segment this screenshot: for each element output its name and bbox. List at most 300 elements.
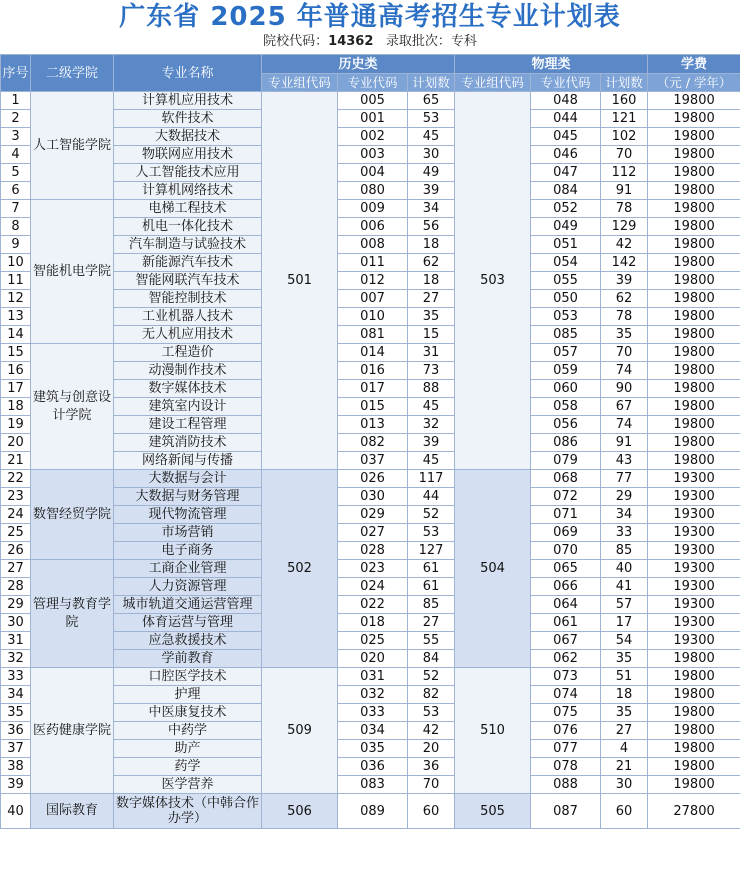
physics-major-code-cell: 078 [531,758,601,776]
header-phys-group-code: 专业组代码 [455,74,531,92]
seq-cell: 35 [1,704,31,722]
history-plan-cell: 31 [408,344,455,362]
physics-group-code-cell: 504 [455,470,531,668]
seq-cell: 5 [1,164,31,182]
seq-cell: 40 [1,794,31,829]
history-major-code-cell: 037 [338,452,408,470]
physics-major-code-cell: 073 [531,668,601,686]
major-name-cell: 建筑消防技术 [114,434,262,452]
header-major: 专业名称 [114,55,262,92]
history-group-code-cell: 509 [262,668,338,794]
seq-cell: 22 [1,470,31,488]
history-major-code-cell: 081 [338,326,408,344]
physics-plan-cell: 121 [601,110,648,128]
physics-major-code-cell: 076 [531,722,601,740]
history-major-code-cell: 015 [338,398,408,416]
fee-cell: 19800 [648,182,740,200]
physics-plan-cell: 67 [601,398,648,416]
history-major-code-cell: 035 [338,740,408,758]
college-cell: 医药健康学院 [31,668,114,794]
history-plan-cell: 61 [408,578,455,596]
history-major-code-cell: 020 [338,650,408,668]
seq-cell: 33 [1,668,31,686]
history-group-code-cell: 502 [262,470,338,668]
fee-cell: 19300 [648,632,740,650]
physics-major-code-cell: 069 [531,524,601,542]
history-plan-cell: 34 [408,200,455,218]
fee-cell: 19800 [648,416,740,434]
fee-cell: 19800 [648,452,740,470]
history-major-code-cell: 014 [338,344,408,362]
major-name-cell: 软件技术 [114,110,262,128]
history-plan-cell: 20 [408,740,455,758]
physics-major-code-cell: 058 [531,398,601,416]
page-title: 广东省 2025 年普通高考招生专业计划表 [119,2,621,32]
seq-cell: 24 [1,506,31,524]
major-name-cell: 电梯工程技术 [114,200,262,218]
history-plan-cell: 53 [408,110,455,128]
physics-major-code-cell: 070 [531,542,601,560]
physics-major-code-cell: 054 [531,254,601,272]
major-name-cell: 药学 [114,758,262,776]
history-major-code-cell: 026 [338,470,408,488]
major-name-cell: 建筑室内设计 [114,398,262,416]
major-name-cell: 无人机应用技术 [114,326,262,344]
history-major-code-cell: 080 [338,182,408,200]
history-major-code-cell: 001 [338,110,408,128]
physics-plan-cell: 74 [601,416,648,434]
major-name-cell: 网络新闻与传播 [114,452,262,470]
history-plan-cell: 127 [408,542,455,560]
physics-plan-cell: 39 [601,272,648,290]
physics-plan-cell: 74 [601,362,648,380]
physics-plan-cell: 142 [601,254,648,272]
major-name-cell: 工业机器人技术 [114,308,262,326]
header-hist-plan: 计划数 [408,74,455,92]
physics-plan-cell: 42 [601,236,648,254]
major-name-cell: 应急救援技术 [114,632,262,650]
seq-cell: 19 [1,416,31,434]
major-name-cell: 工商企业管理 [114,560,262,578]
seq-cell: 10 [1,254,31,272]
seq-cell: 30 [1,614,31,632]
history-plan-cell: 30 [408,146,455,164]
history-plan-cell: 27 [408,290,455,308]
major-name-cell: 护理 [114,686,262,704]
fee-cell: 19300 [648,542,740,560]
fee-cell: 19800 [648,362,740,380]
seq-cell: 3 [1,128,31,146]
seq-cell: 7 [1,200,31,218]
header-seq: 序号 [1,55,31,92]
history-major-code-cell: 027 [338,524,408,542]
fee-cell: 19800 [648,344,740,362]
seq-cell: 12 [1,290,31,308]
history-plan-cell: 45 [408,128,455,146]
physics-major-code-cell: 062 [531,650,601,668]
fee-cell: 19800 [648,776,740,794]
history-plan-cell: 52 [408,506,455,524]
physics-plan-cell: 33 [601,524,648,542]
fee-cell: 19800 [648,650,740,668]
history-plan-cell: 45 [408,452,455,470]
history-plan-cell: 44 [408,488,455,506]
history-major-code-cell: 017 [338,380,408,398]
college-cell: 数智经贸学院 [31,470,114,560]
physics-major-code-cell: 061 [531,614,601,632]
history-plan-cell: 117 [408,470,455,488]
physics-major-code-cell: 067 [531,632,601,650]
college-cell: 人工智能学院 [31,92,114,200]
physics-major-code-cell: 086 [531,434,601,452]
table-row [1,92,740,110]
major-name-cell: 动漫制作技术 [114,362,262,380]
history-major-code-cell: 036 [338,758,408,776]
major-name-cell: 大数据与财务管理 [114,488,262,506]
major-name-cell: 电子商务 [114,542,262,560]
fee-cell: 19800 [648,290,740,308]
header-phys-major-code: 专业代码 [531,74,601,92]
physics-major-code-cell: 059 [531,362,601,380]
major-name-cell: 大数据技术 [114,128,262,146]
history-plan-cell: 39 [408,434,455,452]
major-name-cell: 学前教育 [114,650,262,668]
major-name-cell: 人力资源管理 [114,578,262,596]
physics-group-code-cell: 503 [455,92,531,470]
major-name-cell: 口腔医学技术 [114,668,262,686]
history-plan-cell: 32 [408,416,455,434]
fee-cell: 19800 [648,398,740,416]
history-major-code-cell: 082 [338,434,408,452]
physics-plan-cell: 54 [601,632,648,650]
physics-group-code-cell: 510 [455,668,531,794]
seq-cell: 29 [1,596,31,614]
enrollment-plan-table [0,54,740,829]
history-plan-cell: 53 [408,524,455,542]
physics-plan-cell: 85 [601,542,648,560]
physics-group-code-cell: 505 [455,794,531,829]
physics-plan-cell: 43 [601,452,648,470]
header-physics: 物理类 [455,55,648,74]
history-plan-cell: 60 [408,794,455,829]
table-row [1,470,740,488]
history-major-code-cell: 024 [338,578,408,596]
physics-major-code-cell: 051 [531,236,601,254]
table-row [1,668,740,686]
history-plan-cell: 36 [408,758,455,776]
major-name-cell: 中药学 [114,722,262,740]
fee-cell: 19800 [648,326,740,344]
seq-cell: 37 [1,740,31,758]
table-row [1,794,740,829]
seq-cell: 32 [1,650,31,668]
history-plan-cell: 18 [408,236,455,254]
physics-major-code-cell: 087 [531,794,601,829]
physics-plan-cell: 70 [601,146,648,164]
physics-major-code-cell: 074 [531,686,601,704]
physics-major-code-cell: 057 [531,344,601,362]
history-major-code-cell: 033 [338,704,408,722]
fee-cell: 19800 [648,110,740,128]
seq-cell: 34 [1,686,31,704]
physics-major-code-cell: 049 [531,218,601,236]
major-name-cell: 数字媒体技术（中韩合作办学） [114,794,262,829]
physics-plan-cell: 91 [601,434,648,452]
seq-cell: 2 [1,110,31,128]
seq-cell: 15 [1,344,31,362]
header-fee: 学费 [648,55,740,74]
physics-plan-cell: 35 [601,326,648,344]
major-name-cell: 物联网应用技术 [114,146,262,164]
batch-label: 录取批次： [385,34,451,49]
major-name-cell: 医学营养 [114,776,262,794]
physics-major-code-cell: 047 [531,164,601,182]
seq-cell: 17 [1,380,31,398]
fee-cell: 19800 [648,758,740,776]
physics-plan-cell: 27 [601,722,648,740]
table-row [1,200,740,218]
history-plan-cell: 53 [408,704,455,722]
history-major-code-cell: 008 [338,236,408,254]
history-major-code-cell: 010 [338,308,408,326]
physics-plan-cell: 91 [601,182,648,200]
header-fee-unit: （元 / 学年） [648,74,740,92]
seq-cell: 28 [1,578,31,596]
physics-plan-cell: 60 [601,794,648,829]
fee-cell: 19300 [648,578,740,596]
history-plan-cell: 84 [408,650,455,668]
fee-cell: 19800 [648,686,740,704]
seq-cell: 20 [1,434,31,452]
fee-cell: 19800 [648,380,740,398]
history-plan-cell: 39 [408,182,455,200]
physics-major-code-cell: 046 [531,146,601,164]
fee-cell: 19300 [648,596,740,614]
history-plan-cell: 82 [408,686,455,704]
history-major-code-cell: 034 [338,722,408,740]
fee-cell: 19300 [648,506,740,524]
subtitle [0,33,740,51]
college-cell: 建筑与创意设计学院 [31,344,114,470]
physics-plan-cell: 129 [601,218,648,236]
history-plan-cell: 88 [408,380,455,398]
history-group-code-cell: 501 [262,92,338,470]
college-cell: 国际教育 [31,794,114,829]
fee-cell: 19800 [648,254,740,272]
history-major-code-cell: 003 [338,146,408,164]
fee-cell: 19300 [648,470,740,488]
seq-cell: 8 [1,218,31,236]
history-plan-cell: 15 [408,326,455,344]
seq-cell: 38 [1,758,31,776]
fee-cell: 19800 [648,668,740,686]
physics-major-code-cell: 053 [531,308,601,326]
seq-cell: 16 [1,362,31,380]
seq-cell: 26 [1,542,31,560]
history-major-code-cell: 012 [338,272,408,290]
header-hist-group-code: 专业组代码 [262,74,338,92]
major-name-cell: 助产 [114,740,262,758]
history-plan-cell: 45 [408,398,455,416]
seq-cell: 13 [1,308,31,326]
fee-cell: 19800 [648,272,740,290]
major-name-cell: 计算机网络技术 [114,182,262,200]
fee-cell: 19800 [648,308,740,326]
table-row [1,560,740,578]
physics-major-code-cell: 079 [531,452,601,470]
physics-major-code-cell: 071 [531,506,601,524]
fee-cell: 19800 [648,200,740,218]
history-major-code-cell: 018 [338,614,408,632]
physics-major-code-cell: 077 [531,740,601,758]
physics-plan-cell: 30 [601,776,648,794]
history-major-code-cell: 022 [338,596,408,614]
college-cell: 管理与教育学院 [31,560,114,668]
seq-cell: 11 [1,272,31,290]
physics-plan-cell: 62 [601,290,648,308]
history-major-code-cell: 023 [338,560,408,578]
history-plan-cell: 70 [408,776,455,794]
history-plan-cell: 49 [408,164,455,182]
history-major-code-cell: 013 [338,416,408,434]
major-name-cell: 汽车制造与试验技术 [114,236,262,254]
history-major-code-cell: 031 [338,668,408,686]
history-plan-cell: 55 [408,632,455,650]
fee-cell: 19800 [648,434,740,452]
seq-cell: 1 [1,92,31,110]
physics-plan-cell: 35 [601,650,648,668]
history-major-code-cell: 032 [338,686,408,704]
seq-cell: 36 [1,722,31,740]
physics-major-code-cell: 060 [531,380,601,398]
history-major-code-cell: 025 [338,632,408,650]
major-name-cell: 体育运营与管理 [114,614,262,632]
major-name-cell: 智能网联汽车技术 [114,272,262,290]
history-plan-cell: 65 [408,92,455,110]
seq-cell: 25 [1,524,31,542]
header-college: 二级学院 [31,55,114,92]
history-plan-cell: 27 [408,614,455,632]
history-plan-cell: 73 [408,362,455,380]
history-plan-cell: 61 [408,560,455,578]
physics-plan-cell: 41 [601,578,648,596]
seq-cell: 9 [1,236,31,254]
physics-major-code-cell: 050 [531,290,601,308]
history-major-code-cell: 029 [338,506,408,524]
physics-major-code-cell: 085 [531,326,601,344]
physics-major-code-cell: 064 [531,596,601,614]
fee-cell: 19800 [648,722,740,740]
seq-cell: 39 [1,776,31,794]
major-name-cell: 中医康复技术 [114,704,262,722]
history-major-code-cell: 002 [338,128,408,146]
physics-plan-cell: 34 [601,506,648,524]
physics-plan-cell: 40 [601,560,648,578]
fee-cell: 19800 [648,740,740,758]
physics-major-code-cell: 045 [531,128,601,146]
physics-major-code-cell: 088 [531,776,601,794]
physics-plan-cell: 77 [601,470,648,488]
history-major-code-cell: 016 [338,362,408,380]
header-phys-plan: 计划数 [601,74,648,92]
seq-cell: 21 [1,452,31,470]
major-name-cell: 现代物流管理 [114,506,262,524]
physics-plan-cell: 160 [601,92,648,110]
physics-plan-cell: 18 [601,686,648,704]
fee-cell: 19300 [648,560,740,578]
history-major-code-cell: 009 [338,200,408,218]
school-code-label: 院校代码： [263,34,329,49]
major-name-cell: 数字媒体技术 [114,380,262,398]
fee-cell: 19800 [648,164,740,182]
major-name-cell: 人工智能技术应用 [114,164,262,182]
history-plan-cell: 35 [408,308,455,326]
fee-cell: 19800 [648,92,740,110]
physics-major-code-cell: 072 [531,488,601,506]
physics-plan-cell: 4 [601,740,648,758]
seq-cell: 14 [1,326,31,344]
physics-plan-cell: 21 [601,758,648,776]
header-hist-major-code: 专业代码 [338,74,408,92]
major-name-cell: 机电一体化技术 [114,218,262,236]
physics-major-code-cell: 084 [531,182,601,200]
history-major-code-cell: 006 [338,218,408,236]
physics-major-code-cell: 066 [531,578,601,596]
fee-cell: 19300 [648,524,740,542]
major-name-cell: 建设工程管理 [114,416,262,434]
history-major-code-cell: 089 [338,794,408,829]
physics-plan-cell: 51 [601,668,648,686]
history-group-code-cell: 506 [262,794,338,829]
history-plan-cell: 52 [408,668,455,686]
fee-cell: 19800 [648,128,740,146]
fee-cell: 19300 [648,488,740,506]
header-history: 历史类 [262,55,455,74]
fee-cell: 27800 [648,794,740,829]
table-body [1,92,740,829]
history-major-code-cell: 030 [338,488,408,506]
fee-cell: 19800 [648,236,740,254]
history-plan-cell: 42 [408,722,455,740]
physics-major-code-cell: 048 [531,92,601,110]
physics-plan-cell: 70 [601,344,648,362]
physics-major-code-cell: 068 [531,470,601,488]
history-plan-cell: 85 [408,596,455,614]
table-row [1,344,740,362]
physics-major-code-cell: 065 [531,560,601,578]
physics-major-code-cell: 052 [531,200,601,218]
major-name-cell: 智能控制技术 [114,290,262,308]
fee-cell: 19800 [648,704,740,722]
history-major-code-cell: 004 [338,164,408,182]
batch-value: 专科 [450,34,477,49]
major-name-cell: 城市轨道交通运营管理 [114,596,262,614]
fee-cell: 19300 [648,614,740,632]
physics-major-code-cell: 044 [531,110,601,128]
major-name-cell: 工程造价 [114,344,262,362]
history-major-code-cell: 005 [338,92,408,110]
physics-plan-cell: 78 [601,308,648,326]
seq-cell: 6 [1,182,31,200]
major-name-cell: 新能源汽车技术 [114,254,262,272]
physics-plan-cell: 29 [601,488,648,506]
physics-major-code-cell: 075 [531,704,601,722]
history-major-code-cell: 028 [338,542,408,560]
seq-cell: 18 [1,398,31,416]
history-plan-cell: 18 [408,272,455,290]
school-code-value: 14362 [328,34,374,49]
physics-plan-cell: 90 [601,380,648,398]
